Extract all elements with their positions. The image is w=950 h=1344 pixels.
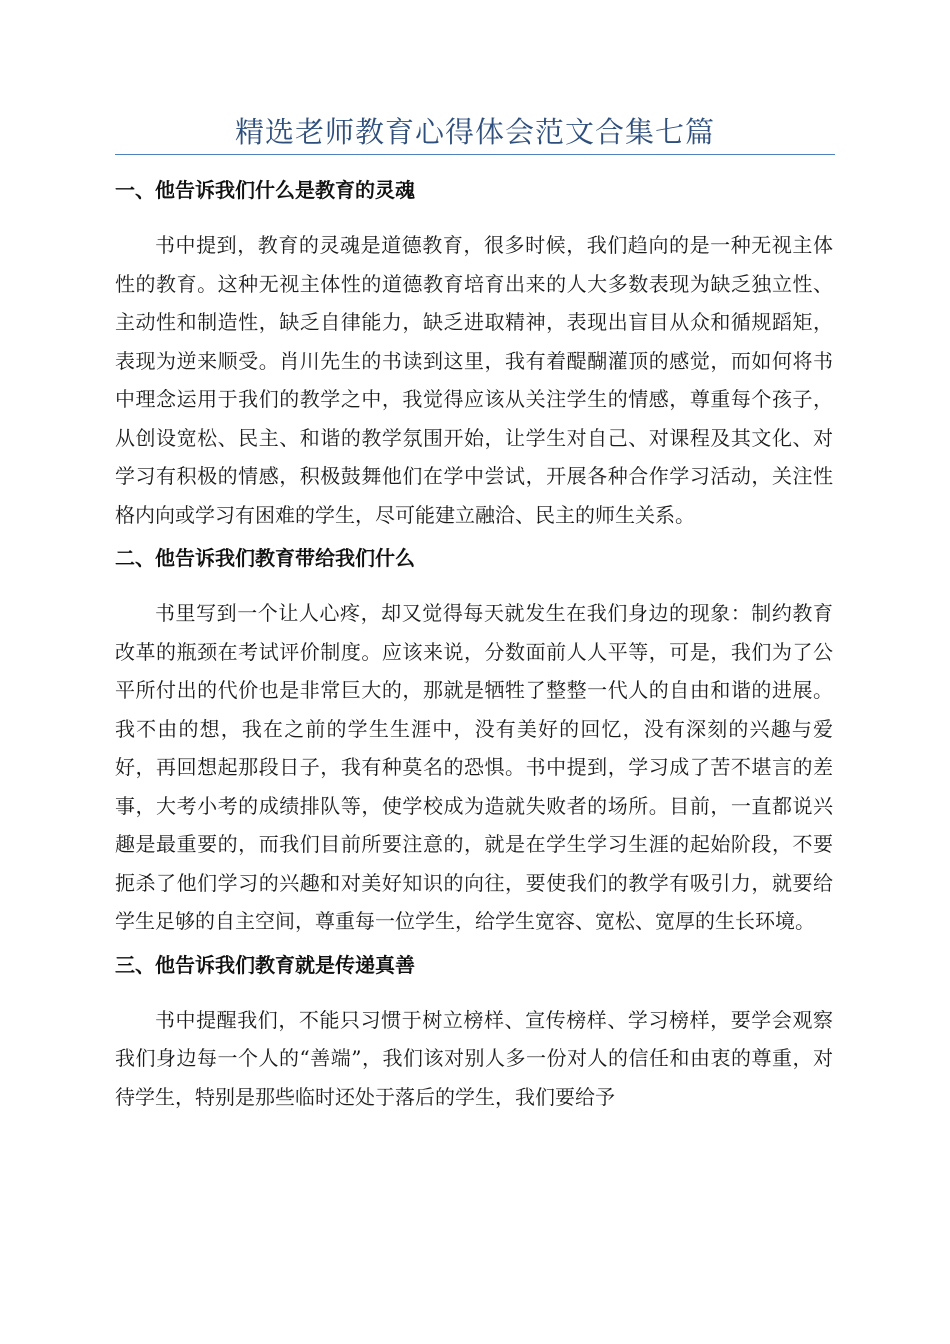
document-title: 精选老师教育心得体会范文合集七篇	[234, 115, 715, 149]
section-heading: 一、他告诉我们什么是教育的灵魂	[115, 178, 415, 202]
section-3	[115, 951, 833, 1117]
section-paragraph: 书中提醒我们，不能只习惯于树立榜样、宣传榜样、学习榜样，要学会观察我们身边每一个人的“善端”，我们该对别人多一份对人的信任和由衷的尊重，对待学生，特别是那些临时还处于落后的学生，我们要给予	[115, 1007, 833, 1109]
section-2	[115, 544, 833, 941]
section-paragraph: 书里写到一个让人心疼，却又觉得每天就发生在我们身边的现象：制约教育改革的瓶颈在考试评价制度。应该来说，分数面前人人平等，可是，我们为了公平所付出的代价也是非常巨大的，那就是牺牲了整整一代人的自由和谐的进展。我不由的想，我在之前的学生生涯中，没有美好的回忆，没有深刻的兴趣与爱好，再回想起那段日子，我有种莫名的恐惧。书中提到，学习成了苦不堪言的差事，大考小考的成绩排队等，使学校成为造就失败者的场所。目前，一直都说兴趣是最重要的，而我们目前所要注意的，就是在学生学习生涯的起始阶段，不要扼杀了他们学习的兴趣和对美好知识的向往，要使我们的教学有吸引力，就要给学生足够的自主空间，尊重每一位学生，给学生宽容、宽松、宽厚的生长环境。	[115, 601, 833, 933]
section-paragraph: 书中提到，教育的灵魂是道德教育，很多时候，我们趋向的是一种无视主体性的教育。这种无视主体性的道德教育培育出来的人大多数表现为缺乏独立性、主动性和制造性，缺乏自律能力，缺乏进取精神，表现出盲目从众和循规蹈矩，表现为逆来顺受。肖川先生的书读到这里，我有着醍醐灌顶的感觉，而如何将书中理念运用于我们的教学之中，我觉得应该从关注学生的情感，尊重每个孩子，从创设宽松、民主、和谐的教学氛围开始，让学生对自己、对课程及其文化、对学习有积极的情感，积极鼓舞他们在学中尝试，开展各种合作学习活动，关注性格内向或学习有困难的学生，尽可能建立融洽、民主的师生关系。	[115, 233, 833, 527]
document-body	[115, 176, 833, 1126]
section-heading: 二、他告诉我们教育带给我们什么	[115, 546, 415, 570]
title-underline	[115, 154, 835, 155]
section-heading: 三、他告诉我们教育就是传递真善	[115, 952, 415, 977]
section-1	[115, 176, 833, 534]
